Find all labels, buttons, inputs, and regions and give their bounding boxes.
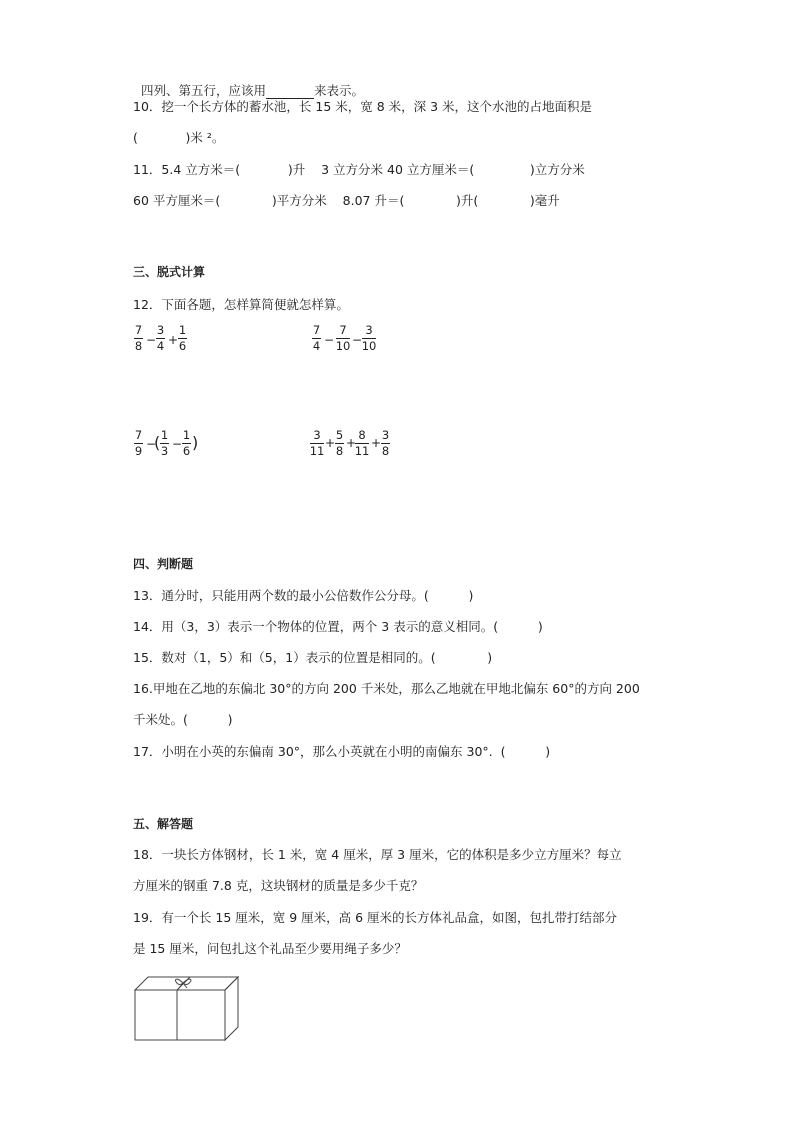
fraction: 8 11 [354, 428, 370, 458]
operator: + [371, 436, 382, 450]
question-11-line-a: 11．5.4 立方米＝( )升 3 立方分米 40 立方厘米＝( )立方分米 [133, 162, 585, 177]
section-5-title: 五、解答题 [133, 817, 194, 831]
fraction: 1 6 [182, 428, 191, 458]
fraction: 1 3 [160, 428, 169, 458]
operator: − [146, 437, 157, 451]
question-16-line-a: 16.甲地在乙地的东偏北 30°的方向 200 千米处，那么乙地就在甲地北偏东 60°的方向 200 [133, 681, 640, 696]
question-14: 14．用（3，3）表示一个物体的位置，两个 3 表示的意义相同。( ) [133, 619, 543, 634]
question-12: 12．下面各题，怎样算简便就怎样算。 [133, 297, 349, 312]
answer-blank[interactable] [266, 86, 314, 99]
fraction: 3 10 [361, 323, 377, 353]
bow-right-loop [183, 979, 191, 984]
fraction: 7 10 [335, 323, 351, 353]
gift-box-figure [130, 968, 246, 1044]
line-1-text-a: 四列、第五行，应该用 [140, 83, 266, 98]
operator: + [168, 333, 179, 347]
fraction: 5 8 [335, 428, 344, 458]
operator: + [325, 436, 336, 450]
operator: − [146, 333, 157, 347]
section-3-title: 三、脱式计算 [133, 265, 206, 279]
question-13: 13．通分时，只能用两个数的最小公倍数作公分母。( ) [133, 588, 474, 603]
question-15: 15．数对（1，5）和（5，1）表示的位置是相同的。( ) [133, 650, 493, 665]
line-1-text-b: 来表示。 [313, 83, 364, 98]
operator: − [352, 333, 363, 347]
question-19-line-a: 19．有一个长 15 厘米，宽 9 厘米，高 6 厘米的长方体礼品盒，如图，包扎带打结部分 [133, 910, 618, 925]
question-10-line-a: 10．挖一个长方体的蓄水池，长 15 米，宽 8 米，深 3 米，这个水池的占地面积是 [133, 99, 593, 114]
question-18-line-a: 18．一块长方体钢材，长 1 米，宽 4 厘米，厚 3 厘米，它的体积是多少立方厘米？每立 [133, 847, 622, 862]
section-4-title: 四、判断题 [133, 557, 194, 571]
question-19-line-b: 是 15 厘米，问包扎这个礼品至少要用绳子多少？ [133, 941, 407, 956]
box-front-face [135, 990, 225, 1040]
bow-tails [179, 983, 187, 988]
question-18-line-b: 方厘米的钢重 7.8 克，这块钢材的质量是多少千克？ [133, 878, 424, 893]
fraction: 7 4 [312, 323, 321, 353]
question-17: 17．小明在小英的东偏南 30°，那么小英就在小明的南偏东 30°. ( ) [133, 744, 551, 759]
fraction: 3 11 [309, 428, 325, 458]
fraction: 3 4 [156, 323, 165, 353]
right-parenthesis: ) [192, 433, 199, 452]
question-16-line-b: 千米处。( ) [133, 712, 233, 727]
box-side-face [225, 977, 238, 1040]
fraction: 3 8 [381, 428, 390, 458]
question-10-line-b: ( )米 ²。 [133, 130, 225, 145]
fraction: 7 9 [134, 428, 143, 458]
question-11-line-b: 60 平方厘米＝( )平方分米 8.07 升＝( )升( )毫升 [133, 193, 560, 208]
fraction: 7 8 [134, 323, 143, 353]
operator: + [346, 436, 357, 450]
fill-blank-line-1 [133, 67, 364, 99]
operator: − [172, 437, 183, 451]
fraction: 1 6 [178, 323, 187, 353]
left-parenthesis: ( [154, 433, 161, 452]
operator: − [324, 333, 335, 347]
